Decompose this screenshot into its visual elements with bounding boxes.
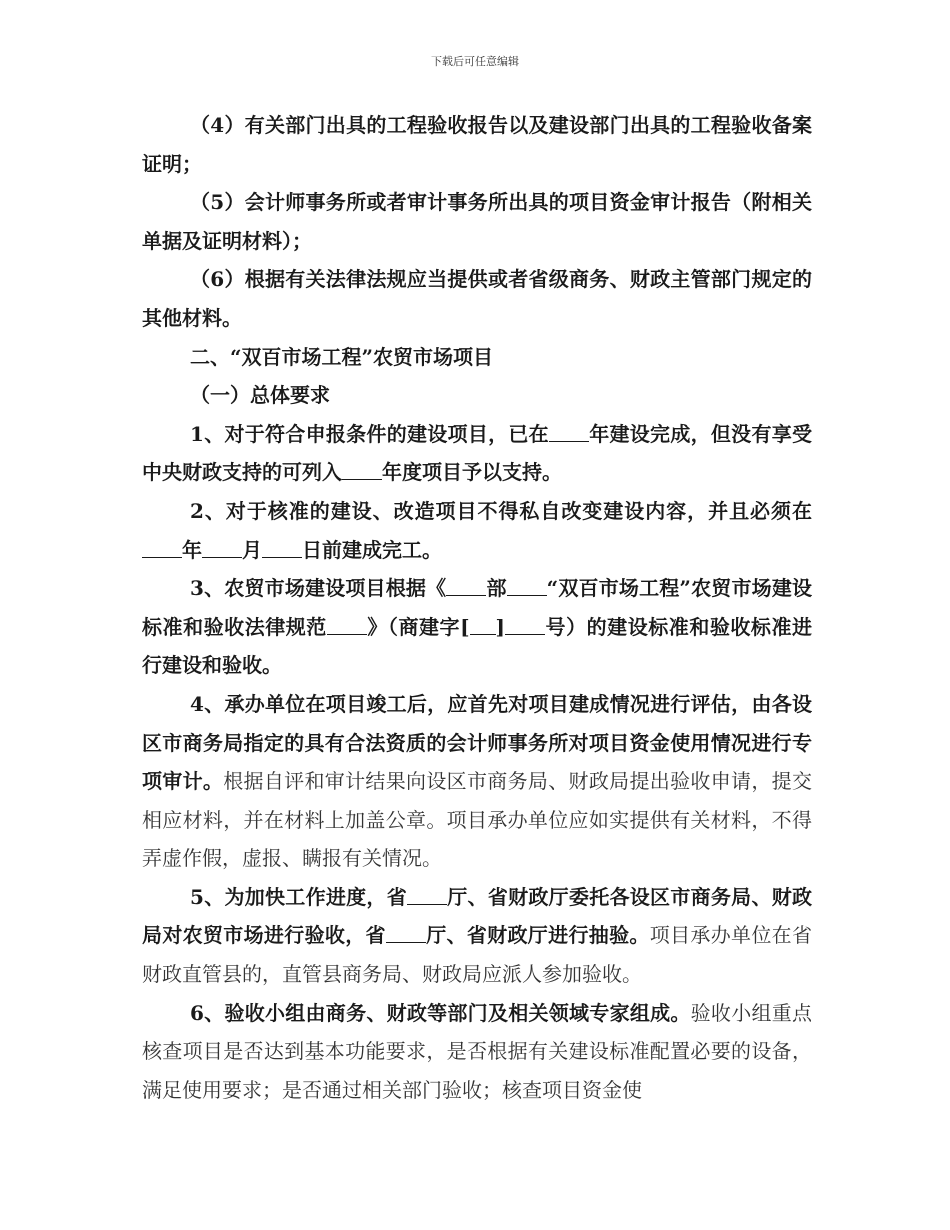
list-item: （6）根据有关法律法规应当提供或者省级商务、财政主管部门规定的其他材料。 [142,267,812,330]
list-item: （4）有关部门出具的工程验收报告以及建设部门出具的工程验收备案证明； [142,113,812,176]
requirement-6: 6、验收小组由商务、财政等部门及相关领域专家组成。验收小组重点核查项目是否达到基本功能要求，是否根据有关建设标准配置必要的设备，满足使用要求；是否通过相关部门验收；核查项目资金使 [142,1000,813,1102]
requirement-3: 3、农贸市场建设项目根据《 部 “双百市场工程”农贸市场建设标准和验收法律规范 》（商建字[ ] 号）的建设标准和验收标准进行建设和验收。 [142,576,813,678]
blank-field [505,614,545,635]
blank-field [446,575,486,596]
blank-field [202,537,242,558]
list-item: （5）会计师事务所或者审计事务所出具的项目资金审计报告（附相关单据及证明材料）； [142,190,812,253]
requirement-1: 1、对于符合申报条件的建设项目，已在 年建设完成，但没有享受中央财政支持的可列入 年度项目予以支持。 [142,421,813,485]
blank-field [549,421,589,442]
requirement-5: 5、为加快工作进度，省 厅、省财政厅委托各设区市商务局、财政局对农贸市场进行验收，省 厅、省财政厅进行抽验。项目承办单位在省财政直管县的，直管县商务局、财政局应派人参加验收。 [142,884,813,987]
page-header: 下载后可任意编辑 [431,55,519,68]
subsection-heading: （一）总体要求 [190,383,330,408]
blank-field [470,614,496,635]
blank-field [142,537,182,558]
blank-field [407,884,447,905]
blank-field [386,922,426,943]
blank-field [262,537,302,558]
requirement-4: 4、承办单位在项目竣工后，应首先对项目建成情况进行评估，由各设区市商务局指定的具有合法资质的会计师事务所对项目资金使用情况进行专项审计。根据自评和审计结果向设区市商务局、财政局提出验收申请，提交相应材料，并在材料上加盖公章。项目承办单位应如实提供有关材料，不得弄虚作假，虚报、瞒报有关情况。 [142,691,812,871]
section-heading: 二、“双百市场工程”农贸市场项目 [190,344,494,369]
requirement-2: 2、对于核准的建设、改造项目不得私自改变建设内容，并且必须在年 月 日前建成完工。 [142,492,812,569]
blank-field [342,459,382,480]
blank-field [507,575,547,596]
document-body [142,106,812,1109]
blank-field [327,614,367,635]
